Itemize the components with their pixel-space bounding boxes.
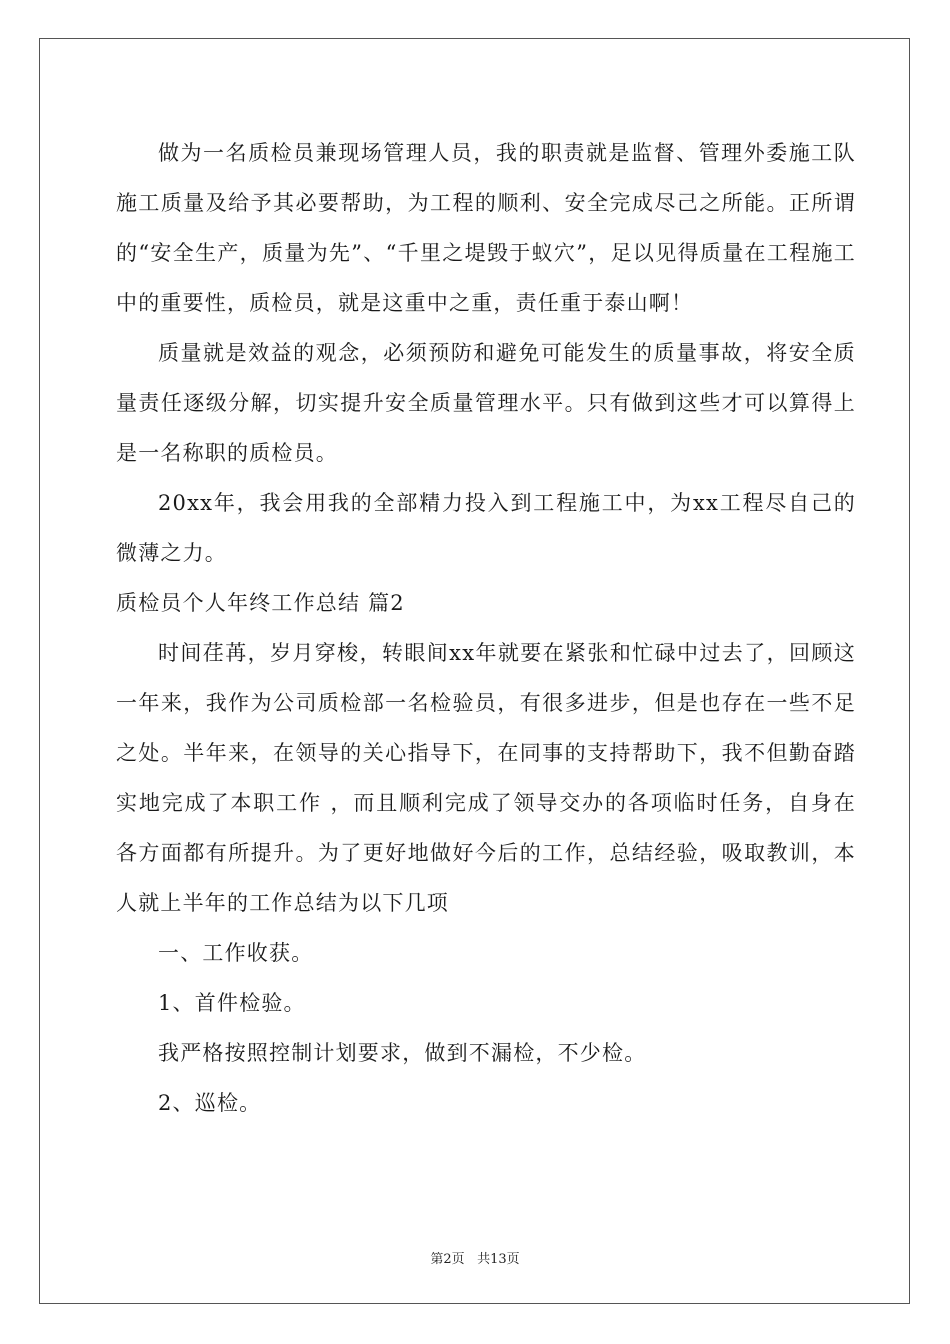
item-patrol-inspection: 2、巡检。 — [158, 1091, 262, 1115]
item-first-inspection: 1、首件检验。 — [158, 991, 306, 1015]
paragraph-inspection-plan: 我严格按照控制计划要求，做到不漏检，不少检。 — [158, 1041, 647, 1065]
page-number: 第2页 — [430, 1252, 465, 1267]
paragraph-year-review: 时间荏苒，岁月穿梭，转眼间xx年就要在紧张和忙碌中过去了，回顾这一年来，我作为公司质检部一名检验员，有很多进步，但是也存在一些不足之处。半年来，在领导的关心指导下，在同事的支持帮助下，我不但勤奋踏实地完成了本职工作 ，而且顺利完成了领导交办的各项临时任务，自身在各方面都有所提升。为了更好地做好今后的工作，总结经验，吸取教训，本人就上半年的工作总结为以下几项 — [116, 641, 856, 915]
subheading-work-gains: 一、工作收获。 — [158, 941, 314, 965]
document-body — [116, 128, 856, 1128]
paragraph-commitment: 20xx年，我会用我的全部精力投入到工程施工中，为xx工程尽自己的微薄之力。 — [116, 491, 856, 565]
page-total: 共13页 — [477, 1252, 520, 1267]
section-heading: 质检员个人年终工作总结 篇2 — [116, 591, 405, 615]
page-footer — [0, 1248, 950, 1267]
paragraph-quality-duty: 做为一名质检员兼现场管理人员，我的职责就是监督、管理外委施工队施工质量及给予其必要帮助，为工程的顺利、安全完成尽己之所能。正所谓的“安全生产，质量为先”、“千里之堤毁于蚁穴”，足以见得质量在工程施工中的重要性，质检员，就是这重中之重，责任重于泰山啊！ — [116, 141, 856, 315]
paragraph-quality-benefit: 质量就是效益的观念，必须预防和避免可能发生的质量事故，将安全质量责任逐级分解，切实提升安全质量管理水平。只有做到这些才可以算得上是一名称职的质检员。 — [116, 341, 856, 465]
